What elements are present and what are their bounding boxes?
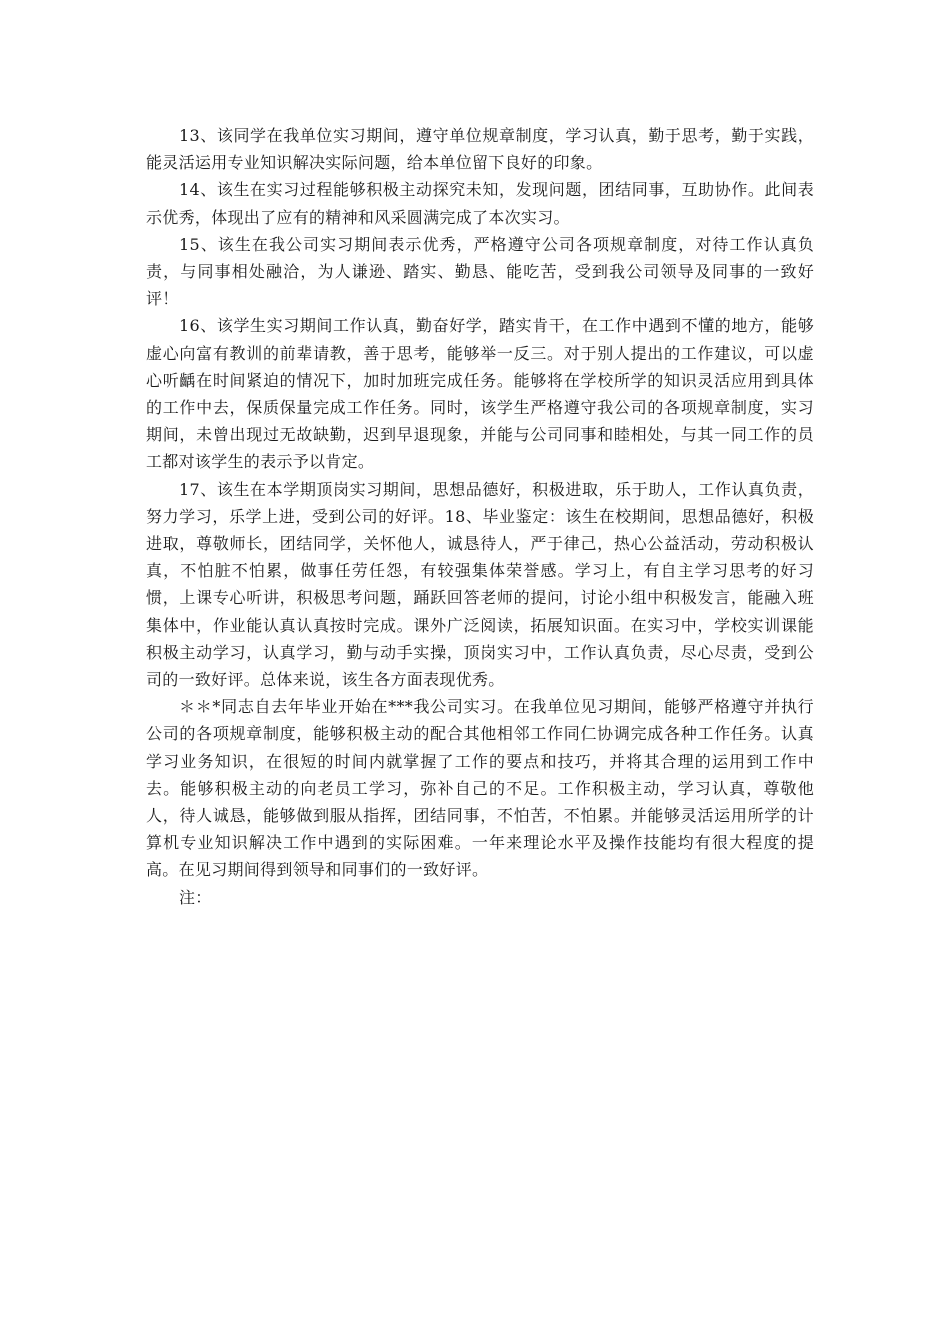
paragraph-internship-evaluation: ＊＊*同志自去年毕业开始在***我公司实习。在我单位见习期间，能够严格遵守并执行公司的各项规章制度，能够积极主动的配合其他相邻工作同仁协调完成各种工作任务。认真学习业务知识，在很短的时间内就掌握了工作的要点和技巧，并将其合理的运用到工作中去。能够积极主动的向老员工学习，弥补自己的不足。工作积极主动，学习认真，尊敬他人，待人诚恳，能够做到服从指挥，团结同事，不怕苦，不怕累。并能够灵活运用所学的计算机专业知识解决工作中遇到的实际困难。一年来理论水平及操作技能均有很大程度的提高。在见习期间得到领导和同事们的一致好评。: [146, 697, 814, 880]
paragraph-17: 17、该生在本学期顶岗实习期间，思想品德好，积极进取，乐于助人，工作认真负责，努力学习，乐学上进，受到公司的好评。18、毕业鉴定：该生在校期间，思想品德好，积极进取，尊敬师长，团结同学，关怀他人，诚恳待人，严于律己，热心公益活动，劳动积极认真，不怕脏不怕累，做事任劳任怨，有较强集体荣誉感。学习上，有自主学习思考的好习惯，上课专心听讲，积极思考问题，踊跃回答老师的提问，讨论小组中积极发言，能融入班集体中，作业能认真认真按时完成。课外广泛阅读，拓展知识面。在实习中，学校实训课能积极主动学习，认真学习，勤与动手实操，顶岗实习中，工作认真负责，尽心尽责，受到公司的一致好评。总体来说，该生各方面表现优秀。: [146, 479, 814, 690]
paragraph-13: 13、该同学在我单位实习期间，遵守单位规章制度，学习认真，勤于思考，勤于实践，能灵活运用专业知识解决实际问题，给本单位留下良好的印象。: [146, 126, 814, 173]
paragraph-14: 14、该生在实习过程能够积极主动探究未知，发现问题，团结同事，互助协作。此间表示优秀，体现出了应有的精神和风采圆满完成了本次实习。: [146, 180, 814, 227]
paragraph-note: 注：: [179, 887, 212, 907]
paragraph-15: 15、该生在我公司实习期间表示优秀，严格遵守公司各项规章制度，对待工作认真负责，与同事相处融洽，为人谦逊、踏实、勤恳、能吃苦，受到我公司领导及同事的一致好评！: [146, 234, 814, 309]
paragraph-16: 16、该学生实习期间工作认真，勤奋好学，踏实肯干，在工作中遇到不懂的地方，能够虚心向富有教训的前辈请教，善于思考，能够举一反三。对于别人提出的工作建议，可以虚心听齲在时间紧迫的情况下，加时加班完成任务。能够将在学校所学的知识灵活应用到具体的工作中去，保质保量完成工作任务。同时，该学生严格遵守我公司的各项规章制度，实习期间，未曾出现过无故缺勤，迟到早退现象，并能与公司同事和睦相处，与其一同工作的员工都对该学生的表示予以肯定。: [146, 316, 814, 472]
document-body: [146, 122, 814, 911]
